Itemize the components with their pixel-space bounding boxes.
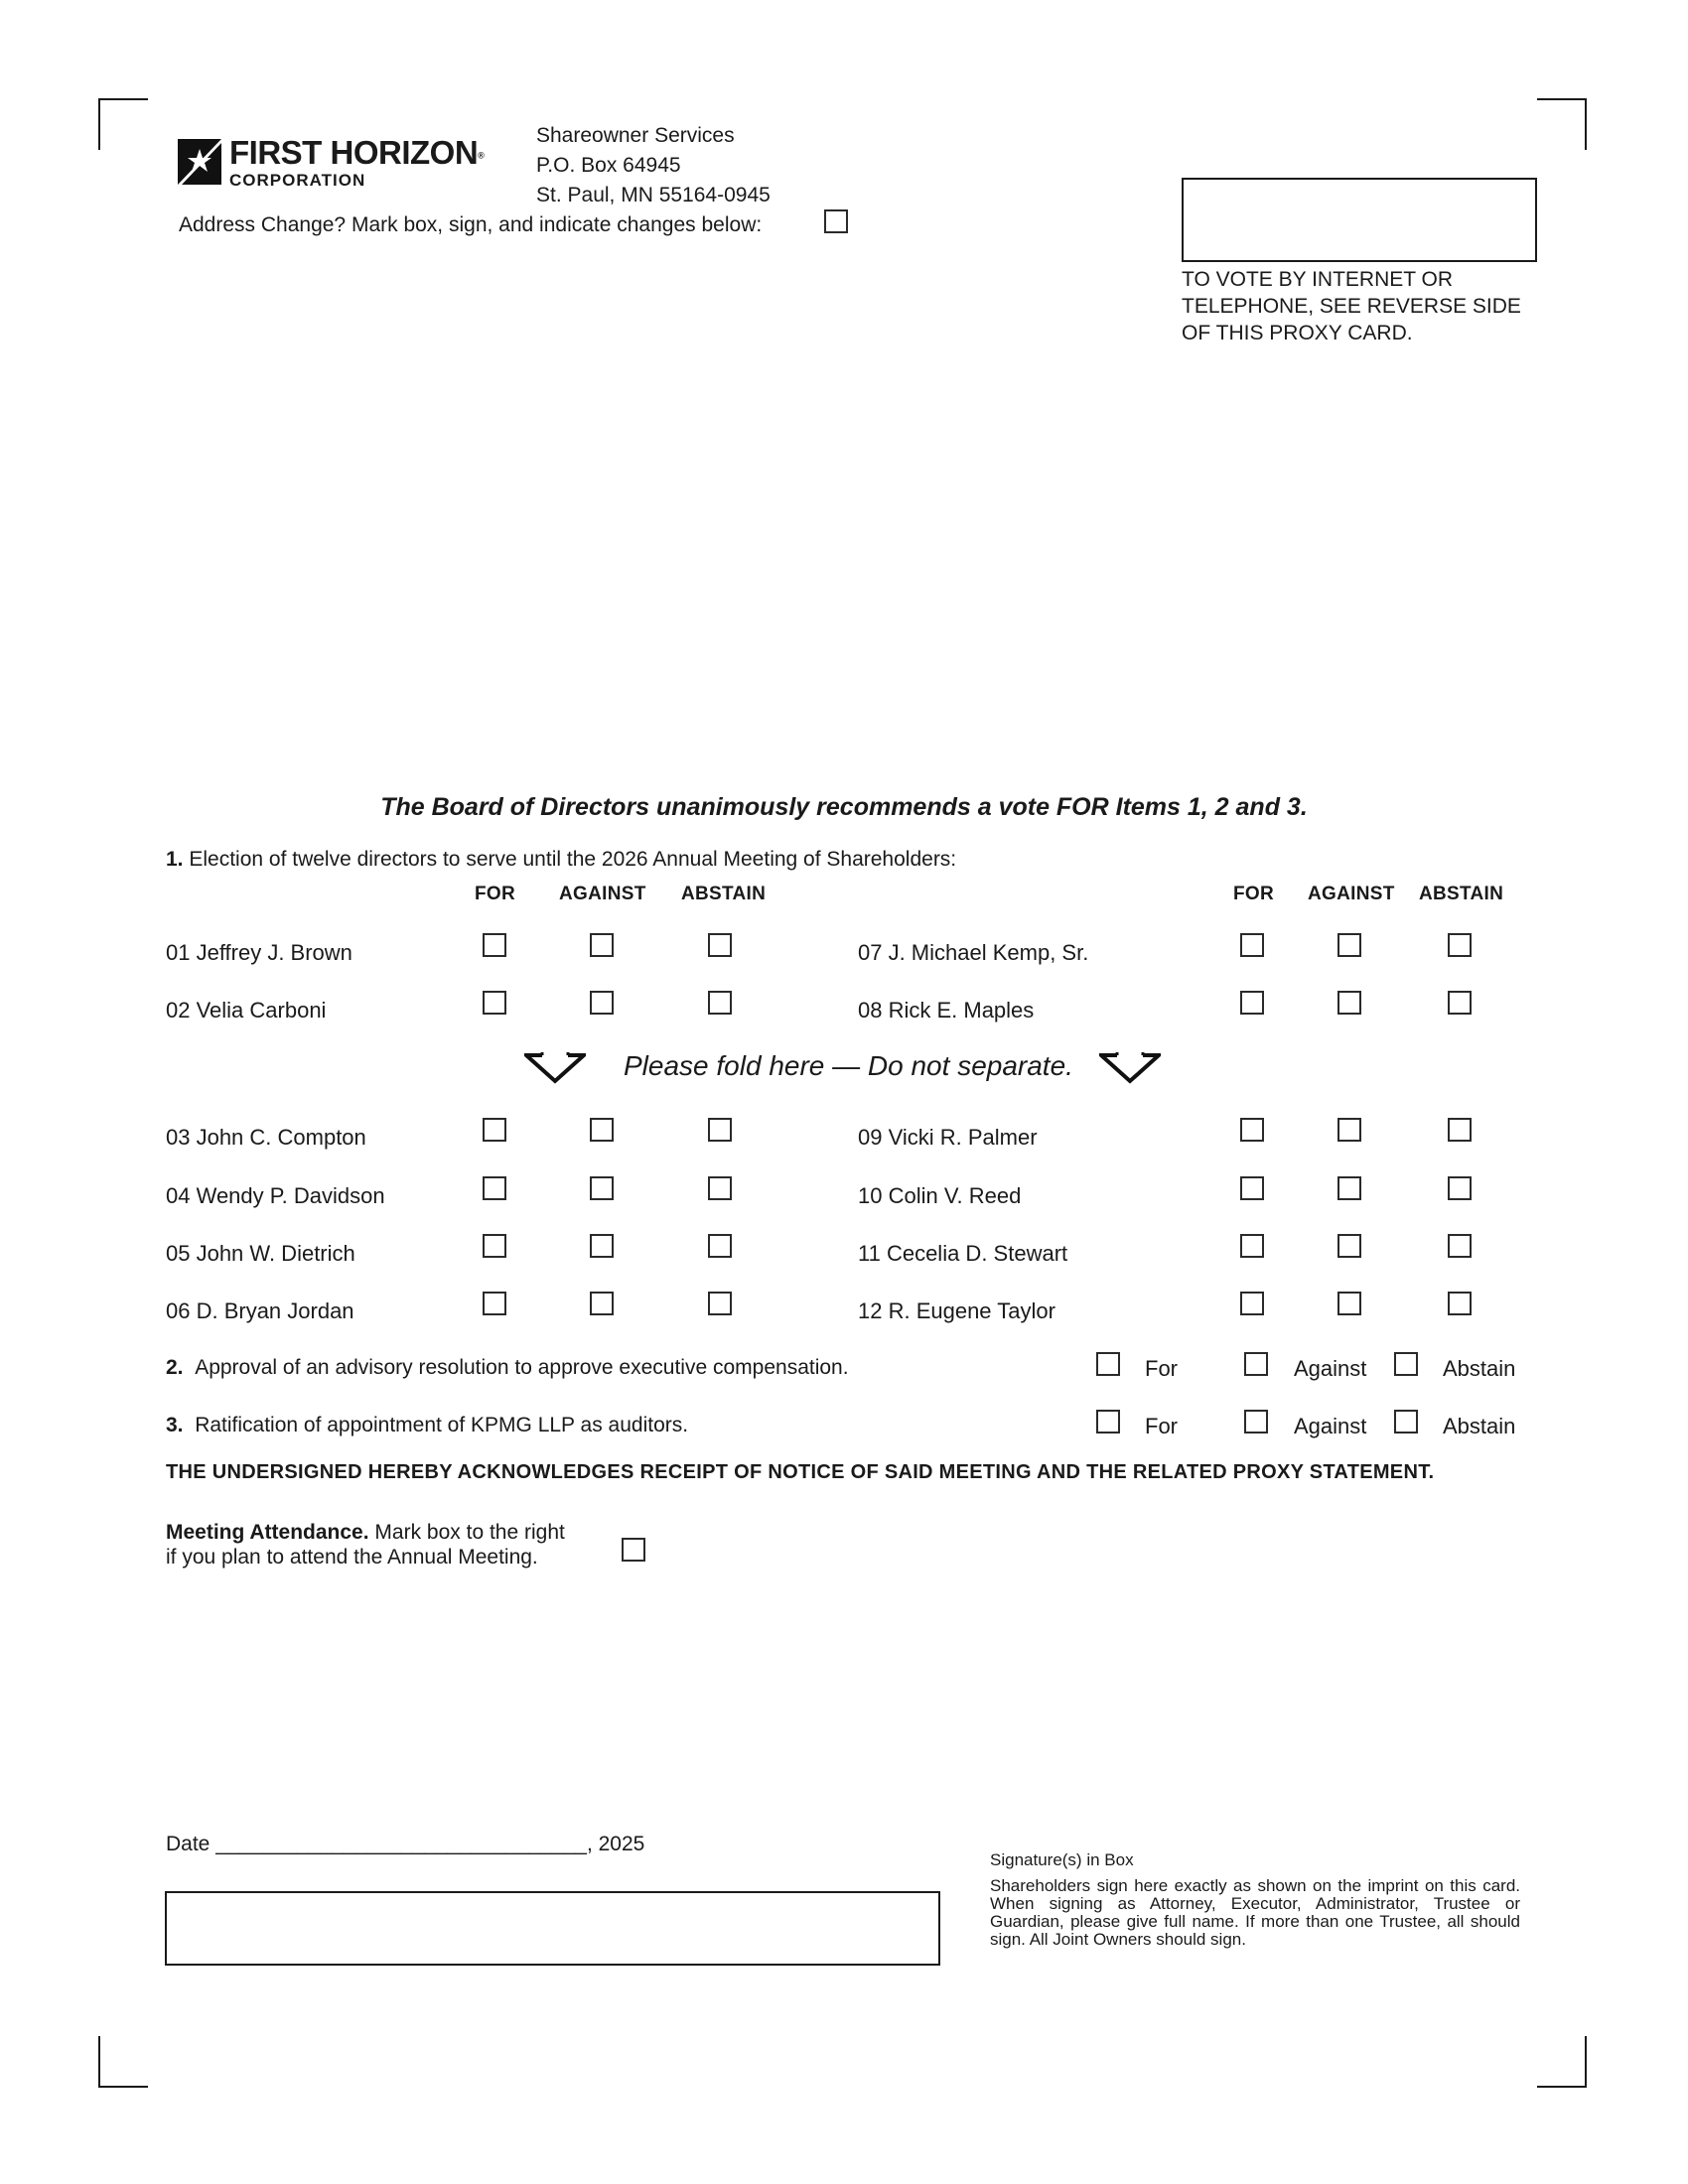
director-right-1-against-checkbox[interactable] [1337,933,1361,957]
director-right-2-abstain-checkbox[interactable] [1448,991,1472,1015]
item2-against-label: Against [1294,1356,1367,1381]
director-right-6-abstain-checkbox[interactable] [1448,1292,1472,1315]
signature-box[interactable] [165,1891,940,1966]
director-right-6-for-checkbox[interactable] [1240,1292,1264,1315]
item2-for-checkbox[interactable] [1096,1352,1120,1376]
fold-arrow-right-icon [1099,1052,1161,1084]
crop-mark-top-right [1537,98,1587,150]
first-horizon-logo-icon [178,139,221,185]
meeting-attendance-title: Meeting Attendance. [166,1521,369,1544]
director-right-3-for-checkbox[interactable] [1240,1118,1264,1142]
item2-abstain-checkbox[interactable] [1394,1352,1418,1376]
director-name: 09 Vicki R. Palmer [858,1125,1038,1150]
director-name: 10 Colin V. Reed [858,1183,1022,1208]
director-right-1-for-checkbox[interactable] [1240,933,1264,957]
item1-text [166,846,956,874]
item2-number: 2. [166,1356,184,1379]
director-left-3-against-checkbox[interactable] [590,1118,614,1142]
director-right-2-for-checkbox[interactable] [1240,991,1264,1015]
director-right-4-against-checkbox[interactable] [1337,1176,1361,1200]
item3-abstain-checkbox[interactable] [1394,1410,1418,1433]
director-left-3-abstain-checkbox[interactable] [708,1118,732,1142]
director-name: 12 R. Eugene Taylor [858,1298,1055,1323]
date-year: , 2025 [586,1833,645,1855]
signature-instructions: Shareholders sign here exactly as shown on the imprint on this card. When signing as Attorney, Executor, Administrator, Trustee or Guardian, please give full name. If more than one Trustee, all should sign. All Joint Owners should sign. [990,1876,1520,1949]
director-right-1-abstain-checkbox[interactable] [1448,933,1472,957]
board-recommendation: The Board of Directors unanimously recommends a vote FOR Items 1, 2 and 3. [380,793,1308,821]
fold-arrow-left-icon [524,1052,586,1084]
return-address-line3: St. Paul, MN 55164-0945 [536,184,771,206]
director-right-5-abstain-checkbox[interactable] [1448,1234,1472,1258]
crop-mark-top-left [98,98,148,150]
date-blank[interactable]: ________________________________ [215,1833,587,1855]
director-name: 02 Velia Carboni [166,998,327,1023]
vote-instructions-line1: TO VOTE BY INTERNET OR [1182,268,1454,291]
col-header-abstain-left: ABSTAIN [681,884,767,904]
vote-instructions [1182,266,1521,346]
acknowledgement-statement: THE UNDERSIGNED HEREBY ACKNOWLEDGES RECEIPT OF NOTICE OF SAID MEETING AND THE RELATED PROXY STATEMENT. [166,1461,1435,1483]
meeting-attendance-text [166,1520,565,1570]
director-right-4-abstain-checkbox[interactable] [1448,1176,1472,1200]
director-right-3-against-checkbox[interactable] [1337,1118,1361,1142]
fold-instructions: Please fold here — Do not separate. [624,1050,1073,1081]
item2-for-label: For [1145,1356,1178,1381]
item3-for-checkbox[interactable] [1096,1410,1120,1433]
director-name: 07 J. Michael Kemp, Sr. [858,940,1089,965]
item3-abstain-label: Abstain [1443,1414,1516,1438]
meeting-attendance-line2: if you plan to attend the Annual Meeting. [166,1546,538,1569]
director-left-5-abstain-checkbox[interactable] [708,1234,732,1258]
director-left-4-abstain-checkbox[interactable] [708,1176,732,1200]
director-left-1-for-checkbox[interactable] [483,933,506,957]
director-left-3-for-checkbox[interactable] [483,1118,506,1142]
item3-against-checkbox[interactable] [1244,1410,1268,1433]
director-left-6-abstain-checkbox[interactable] [708,1292,732,1315]
item2-against-checkbox[interactable] [1244,1352,1268,1376]
director-name: 11 Cecelia D. Stewart [858,1241,1068,1266]
company-name: FIRST HORIZON [229,134,479,171]
director-right-3-abstain-checkbox[interactable] [1448,1118,1472,1142]
address-change-checkbox[interactable] [824,209,848,233]
vote-instructions-line3: OF THIS PROXY CARD. [1182,322,1413,344]
account-info-box [1182,178,1537,262]
item1-number: 1. [166,848,184,871]
director-left-1-abstain-checkbox[interactable] [708,933,732,957]
return-address-line1: Shareowner Services [536,124,735,147]
address-change-label: Address Change? Mark box, sign, and indicate changes below: [179,213,763,236]
col-header-against-right: AGAINST [1308,884,1395,904]
director-name: 05 John W. Dietrich [166,1241,355,1266]
item3-description: Ratification of appointment of KPMG LLP as auditors. [195,1414,689,1436]
col-header-abstain-right: ABSTAIN [1419,884,1504,904]
col-header-against-left: AGAINST [559,884,646,904]
item2-abstain-label: Abstain [1443,1356,1516,1381]
director-right-5-against-checkbox[interactable] [1337,1234,1361,1258]
item2-description: Approval of an advisory resolution to approve executive compensation. [195,1356,849,1379]
signature-caption: Signature(s) in Box [990,1850,1134,1869]
director-left-2-abstain-checkbox[interactable] [708,991,732,1015]
item3-against-label: Against [1294,1414,1367,1438]
item3-number: 3. [166,1414,184,1436]
director-right-6-against-checkbox[interactable] [1337,1292,1361,1315]
director-name: 06 D. Bryan Jordan [166,1298,354,1323]
item1-description: Election of twelve directors to serve until the 2026 Annual Meeting of Shareholders: [189,848,957,871]
col-header-for-left: FOR [475,884,516,904]
return-address [536,121,771,210]
date-label: Date [166,1833,211,1855]
meeting-attendance-checkbox[interactable] [622,1538,645,1562]
director-name: 03 John C. Compton [166,1125,366,1150]
col-header-for-right: FOR [1233,884,1275,904]
director-right-5-for-checkbox[interactable] [1240,1234,1264,1258]
director-left-1-against-checkbox[interactable] [590,933,614,957]
item2-text [166,1354,849,1382]
registered-mark: ® [478,150,485,161]
vote-instructions-line2: TELEPHONE, SEE REVERSE SIDE [1182,295,1521,318]
director-name: 08 Rick E. Maples [858,998,1035,1023]
director-left-5-for-checkbox[interactable] [483,1234,506,1258]
director-name: 01 Jeffrey J. Brown [166,940,352,965]
company-logo-text [229,136,484,190]
item3-for-label: For [1145,1414,1178,1438]
item3-text [166,1412,688,1439]
meeting-attendance-line1: Mark box to the right [368,1521,565,1544]
director-name: 04 Wendy P. Davidson [166,1183,385,1208]
director-left-2-for-checkbox[interactable] [483,991,506,1015]
crop-mark-bottom-left [98,2036,148,2088]
date-line [166,1831,644,1858]
director-left-6-for-checkbox[interactable] [483,1292,506,1315]
director-left-4-for-checkbox[interactable] [483,1176,506,1200]
director-left-5-against-checkbox[interactable] [590,1234,614,1258]
crop-mark-bottom-right [1537,2036,1587,2088]
director-right-2-against-checkbox[interactable] [1337,991,1361,1015]
director-left-2-against-checkbox[interactable] [590,991,614,1015]
return-address-line2: P.O. Box 64945 [536,154,681,177]
director-left-4-against-checkbox[interactable] [590,1176,614,1200]
director-right-4-for-checkbox[interactable] [1240,1176,1264,1200]
company-name-sub: CORPORATION [229,171,366,191]
director-left-6-against-checkbox[interactable] [590,1292,614,1315]
